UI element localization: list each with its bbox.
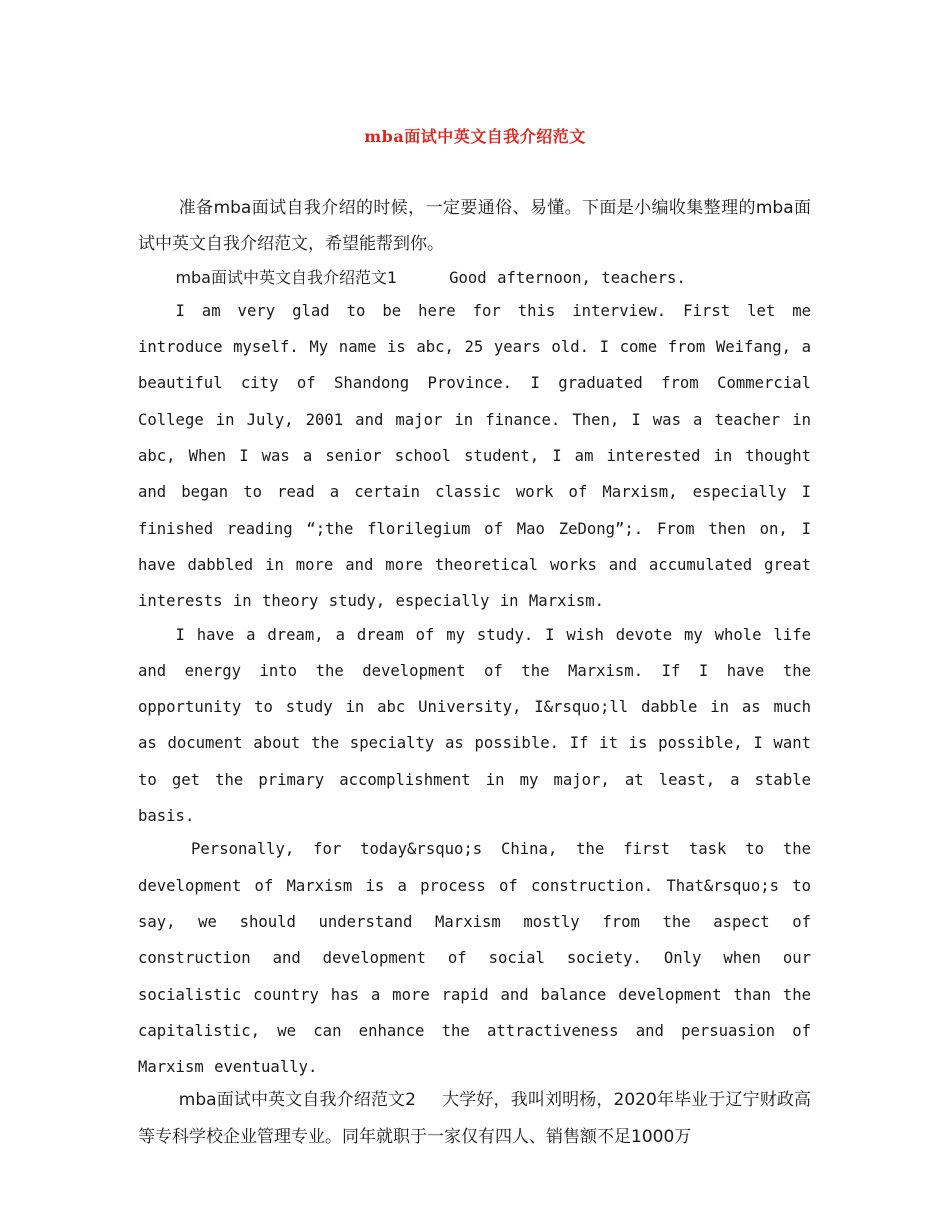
sample2-text: 大学好，我叫刘明杨，2020年毕业于辽宁财政高等专科学校企业管理专业。同年就职于一家仅有四人、销售额不足1000万: [138, 1090, 811, 1147]
sample2-paragraph: [138, 1082, 811, 1155]
sample1-heading: mba面试中英文自我介绍范文1: [175, 267, 398, 287]
sample2-heading: mba面试中英文自我介绍范文2: [178, 1090, 416, 1111]
document-body: [138, 190, 811, 1155]
sample1-paragraph-3: Personally, for today&rsquo;s China, the first task to the development of Marxism is a process of construction. That&rsquo;s to say, we should understand Marxism mostly from the aspect of construction and development of social society. Only when our socialistic country has a more rapid and balance development than the capitalistic, we can enhance the attractiveness and persuasion of Marxism eventually.: [138, 840, 811, 1077]
intro-paragraph: 准备mba面试自我介绍的时候，一定要通俗、易懂。下面是小编收集整理的mba面试中英文自我介绍范文，希望能帮到你。: [138, 198, 811, 255]
sample1-heading-line: [138, 260, 811, 296]
sample1-greeting: Good afternoon, teachers.: [449, 268, 686, 287]
sample1-paragraph-2: I have a dream, a dream of my study. I wish devote my whole life and energy into the development of the Marxism. If I have the opportunity to study in abc University, I&rsquo;ll dabble in as much as document about the specialty as possible. If it is possible, I want to get the primary accomplishment in my major, at least, a stable basis.: [138, 625, 811, 826]
heading-gap: [416, 1090, 442, 1110]
sample1-paragraph-1: I am very glad to be here for this interview. First let me introduce myself. My name is abc, 25 years old. I come from Weifang, a beautiful city of Shandong Province. I graduated from Commercial College in July, 2001 and major in finance. Then, I was a teacher in abc, When I was a senior school student, I am interested in thought and began to read a certain classic work of Marxism, especially I finished reading “;the florilegium of Mao ZeDong”;. From then on, I have dabbled in more and more theoretical works and accumulated great interests in theory study, especially in Marxism.: [138, 301, 811, 611]
heading-gap: [397, 269, 449, 287]
document-title: mba面试中英文自我介绍范文: [364, 127, 586, 146]
